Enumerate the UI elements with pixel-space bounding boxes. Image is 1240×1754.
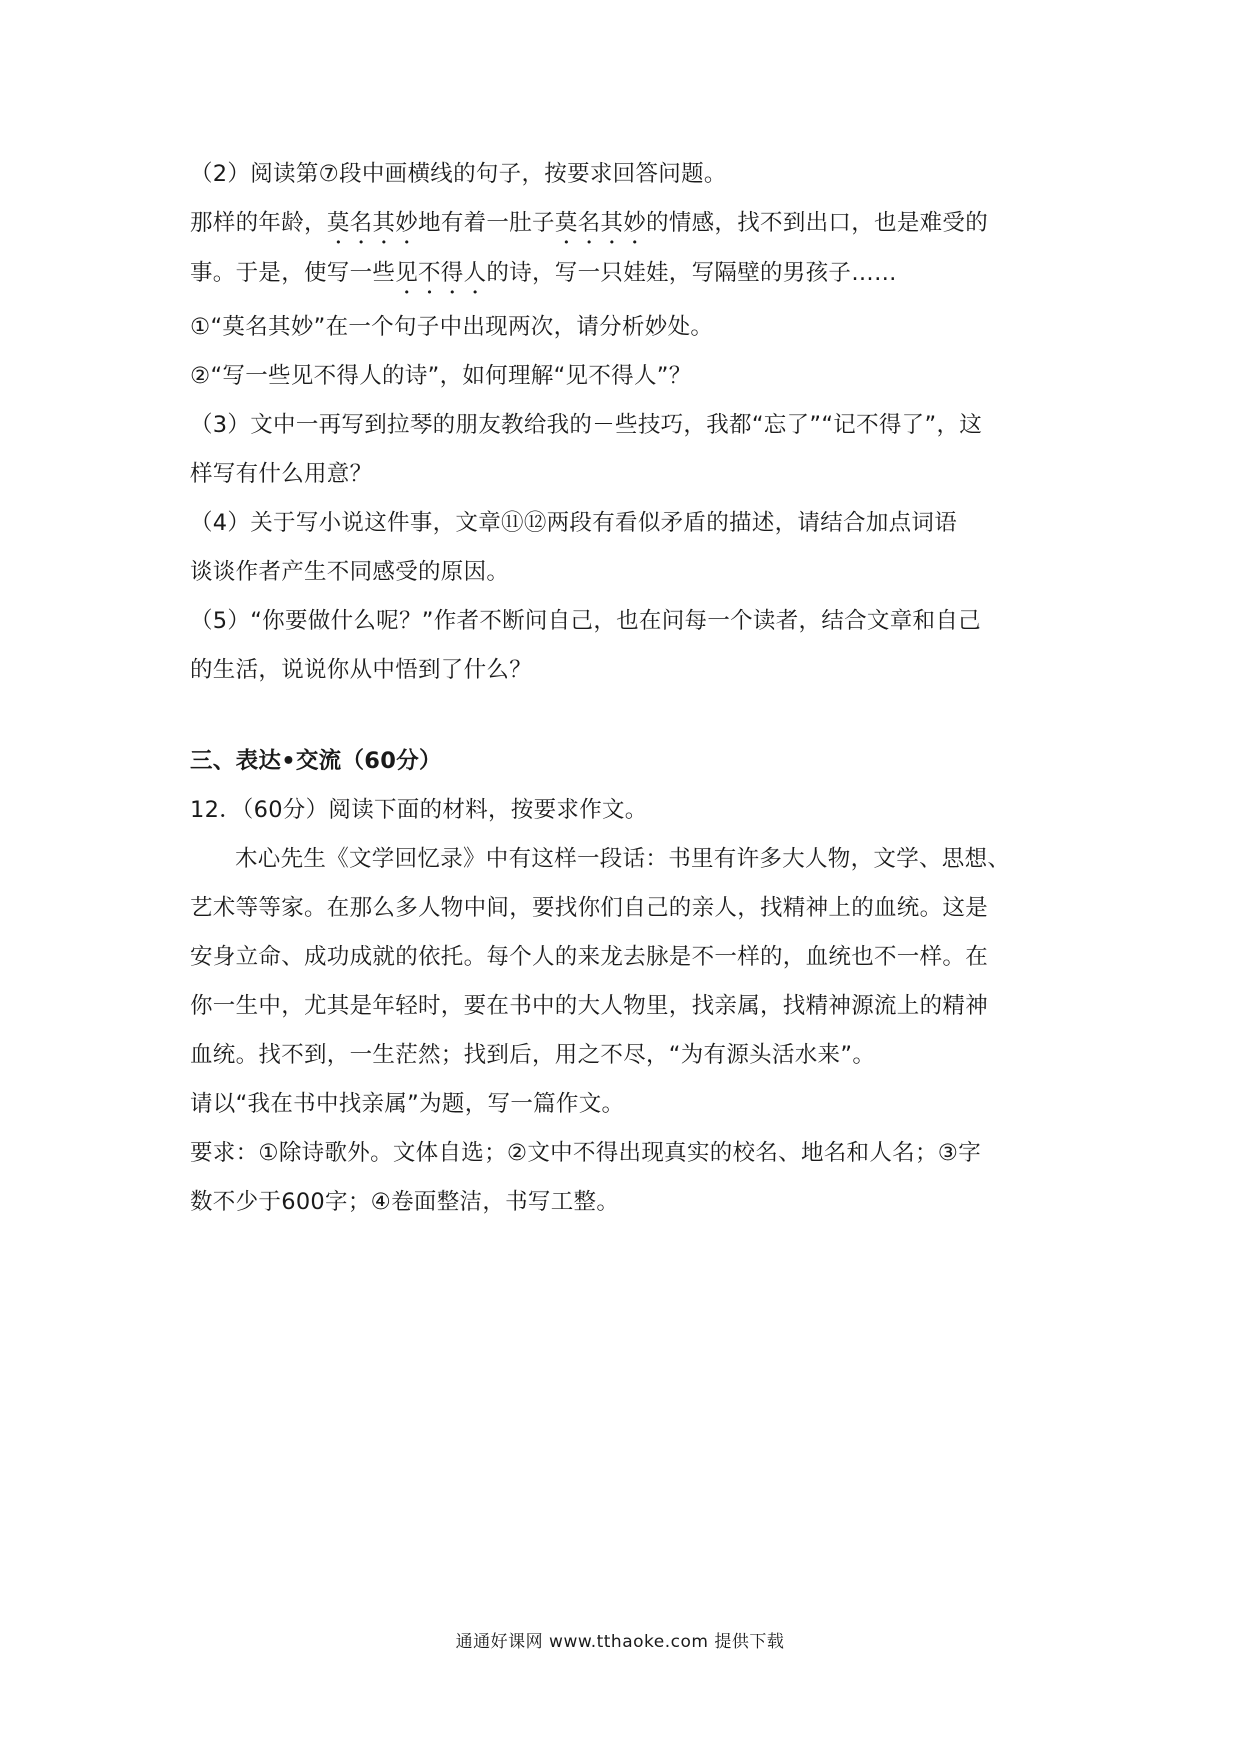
material-line-2: 艺术等等家。在那么多人物中间，要找你们自己的亲人，找精神上的血统。这是 — [190, 895, 989, 921]
question-2-quote-line-2 — [190, 249, 1060, 299]
question-5-line-1: （5）“你要做什么呢？”作者不断问自己，也在问每一个读者，结合文章和自己 — [190, 608, 981, 634]
question-3-line-2: 样写有什么用意？ — [190, 461, 373, 487]
quote-text: 的情感，找不到出口，也是难受的 — [646, 210, 989, 236]
page-footer: 通通好课网 www.tthaoke.com 提供下载 — [455, 1632, 785, 1652]
question-2-sub-2: ②“写一些见不得人的诗”，如何理解“见不得人”？ — [190, 363, 692, 389]
essay-task: 请以“我在书中找亲属”为题，写一篇作文。 — [190, 1091, 625, 1117]
question-3-line-1: （3）文中一再写到拉琴的朋友教给我的－些技巧，我都“忘了”“记不得了”，这 — [190, 412, 983, 438]
question-2-prompt: （2）阅读第⑦段中画横线的句子，按要求回答问题。 — [190, 161, 727, 187]
emphasized-phrase: 莫名其妙 — [554, 210, 647, 236]
emphasized-phrase: 见不得人 — [395, 260, 487, 286]
material-line-5: 血统。找不到，一生茫然；找到后，用之不尽，“为有源头活水来”。 — [190, 1042, 876, 1068]
question-4-line-2: 谈谈作者产生不同感受的原因。 — [190, 559, 510, 585]
question-5-line-2: 的生活，说说你从中悟到了什么？ — [190, 657, 533, 683]
requirements-line-2: 数不少于600字；④卷面整洁，书写工整。 — [190, 1189, 620, 1215]
material-line-3: 安身立命、成功成就的依托。每个人的来龙去脉是不一样的，血统也不一样。在 — [190, 944, 989, 970]
question-12-title: 12．（60分）阅读下面的材料，按要求作文。 — [190, 797, 648, 823]
question-2-quote-line-1 — [190, 199, 1060, 249]
section-3-heading: 三、表达•交流（60分） — [190, 748, 442, 774]
emphasized-phrase: 莫名其妙 — [326, 210, 419, 236]
material-line-4: 你一生中，尤其是年轻时，要在书中的大人物里，找亲属，找精神源流上的精神 — [190, 993, 989, 1019]
quote-text: 那样的年龄， — [190, 210, 327, 236]
requirements-line-1: 要求：①除诗歌外。文体自选；②文中不得出现真实的校名、地名和人名；③字 — [190, 1140, 982, 1166]
quote-text: 地有着一肚子 — [418, 210, 555, 236]
quote-text: 事。于是，使写一些 — [190, 260, 396, 286]
page-content — [190, 150, 1060, 1227]
question-4-line-1: （4）关于写小说这件事，文章⑪⑫两段有看似矛盾的描述，请结合加点词语 — [190, 510, 958, 536]
material-line-1: 木心先生《文学回忆录》中有这样一段话：书里有许多大人物，文学、思想、 — [235, 846, 1011, 872]
quote-text: 的诗，写一只娃娃，写隔壁的男孩子…… — [486, 260, 897, 286]
question-2-sub-1: ①“莫名其妙”在一个句子中出现两次，请分析妙处。 — [190, 314, 714, 340]
